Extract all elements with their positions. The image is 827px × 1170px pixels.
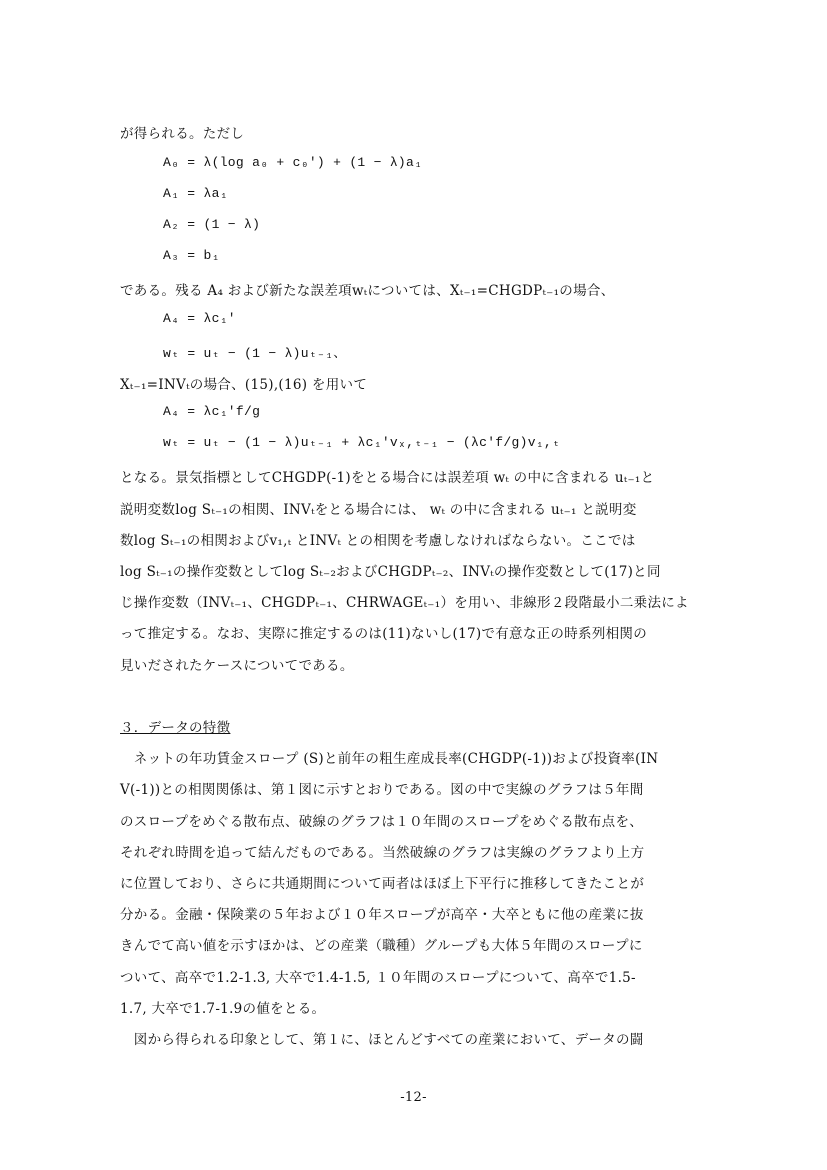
equation-a3: A₃ = b₁ [163, 248, 220, 263]
equation-wt: wₜ = uₜ − (1 − λ)uₜ₋₁、 [163, 346, 347, 361]
text-line: が得られる。ただし [120, 126, 245, 142]
paragraph-line: ネットの年功賃金スロープ (S)と前年の粗生産成長率(CHGDP(-1))および投資率(IN [120, 751, 659, 767]
text-line: 説明変数log Sₜ₋₁の相関、INVₜをとる場合には、 wₜ の中に含まれる uₜ₋₁ と説明変 [120, 502, 637, 518]
equation-a0: A₀ = λ(log a₀ + c₀') + (1 − λ)a₁ [163, 155, 423, 170]
text-line: となる。景気指標としてCHGDP(-1)をとる場合には誤差項 wₜ の中に含まれる uₜ₋₁と [120, 470, 655, 486]
text-line: Xₜ₋₁=INVₜの場合、(15),(16) を用いて [120, 377, 368, 393]
page-number: -12- [400, 1090, 427, 1105]
equation-a2: A₂ = (1 − λ) [163, 217, 261, 232]
paragraph-line: のスロープをめぐる散布点、破線のグラフは１０年間のスロープをめぐる散布点を、 [120, 814, 644, 830]
text-line: 見いだされたケースについてである。 [120, 658, 354, 674]
paragraph-line: ついて、高卒で1.2-1.3, 大卒で1.4-1.5, １０年間のスロープについて、高卒で1.5- [120, 970, 636, 986]
section-title: ３．データの特徴 [120, 720, 231, 736]
paragraph-line: 分かる。金融・保険業の５年および１０年スロープが高卒・大卒ともに他の産業に抜 [120, 907, 644, 923]
text-line: じ操作変数（INVₜ₋₁、CHGDPₜ₋₁、CHRWAGEₜ₋₁）を用い、非線形２段階最小二乗法によ [120, 595, 689, 611]
text-line: である。残る A₄ および新たな誤差項wₜについては、Xₜ₋₁=CHGDPₜ₋₁の場合、 [120, 283, 615, 299]
paragraph-line: 図から得られる印象として、第１に、ほとんどすべての産業において、データの闘 [120, 1032, 644, 1048]
equation-a4-inv: A₄ = λc₁'f/g [163, 404, 261, 419]
equation-a1: A₁ = λa₁ [163, 186, 228, 201]
equation-a4: A₄ = λc₁' [163, 311, 236, 326]
text-line: log Sₜ₋₁の操作変数としてlog Sₜ₋₂およびCHGDPₜ₋₂、INVₜの操作変数として(17)と同 [120, 564, 661, 580]
paragraph-line: 1.7, 大卒で1.7-1.9の値をとる。 [120, 1001, 326, 1017]
paragraph-line: に位置しており、さらに共通期間について両者はほぼ上下平行に推移してきたことが [120, 876, 645, 892]
paragraph-line: きんでて高い値を示すほかは、どの産業（職種）グループも大体５年間のスロープに [120, 938, 643, 954]
paragraph-line: それぞれ時間を追って結んだものである。当然破線のグラフは実線のグラフより上方 [120, 845, 645, 861]
text-line: 数log Sₜ₋₁の相関およびv₁,ₜ とINVₜ との相関を考慮しなければならない。ここでは [120, 533, 636, 549]
equation-wt-inv: wₜ = uₜ − (1 − λ)uₜ₋₁ + λc₁'vₓ,ₜ₋₁ − (λc'f/g)v₁,ₜ [163, 435, 561, 450]
paragraph-line: V(-1))との相関関係は、第１図に示すとおりである。図の中で実線のグラフは５年間 [120, 782, 644, 798]
text-line: って推定する。なお、実際に推定するのは(11)ないし(17)で有意な正の時系列相関の [120, 626, 648, 642]
